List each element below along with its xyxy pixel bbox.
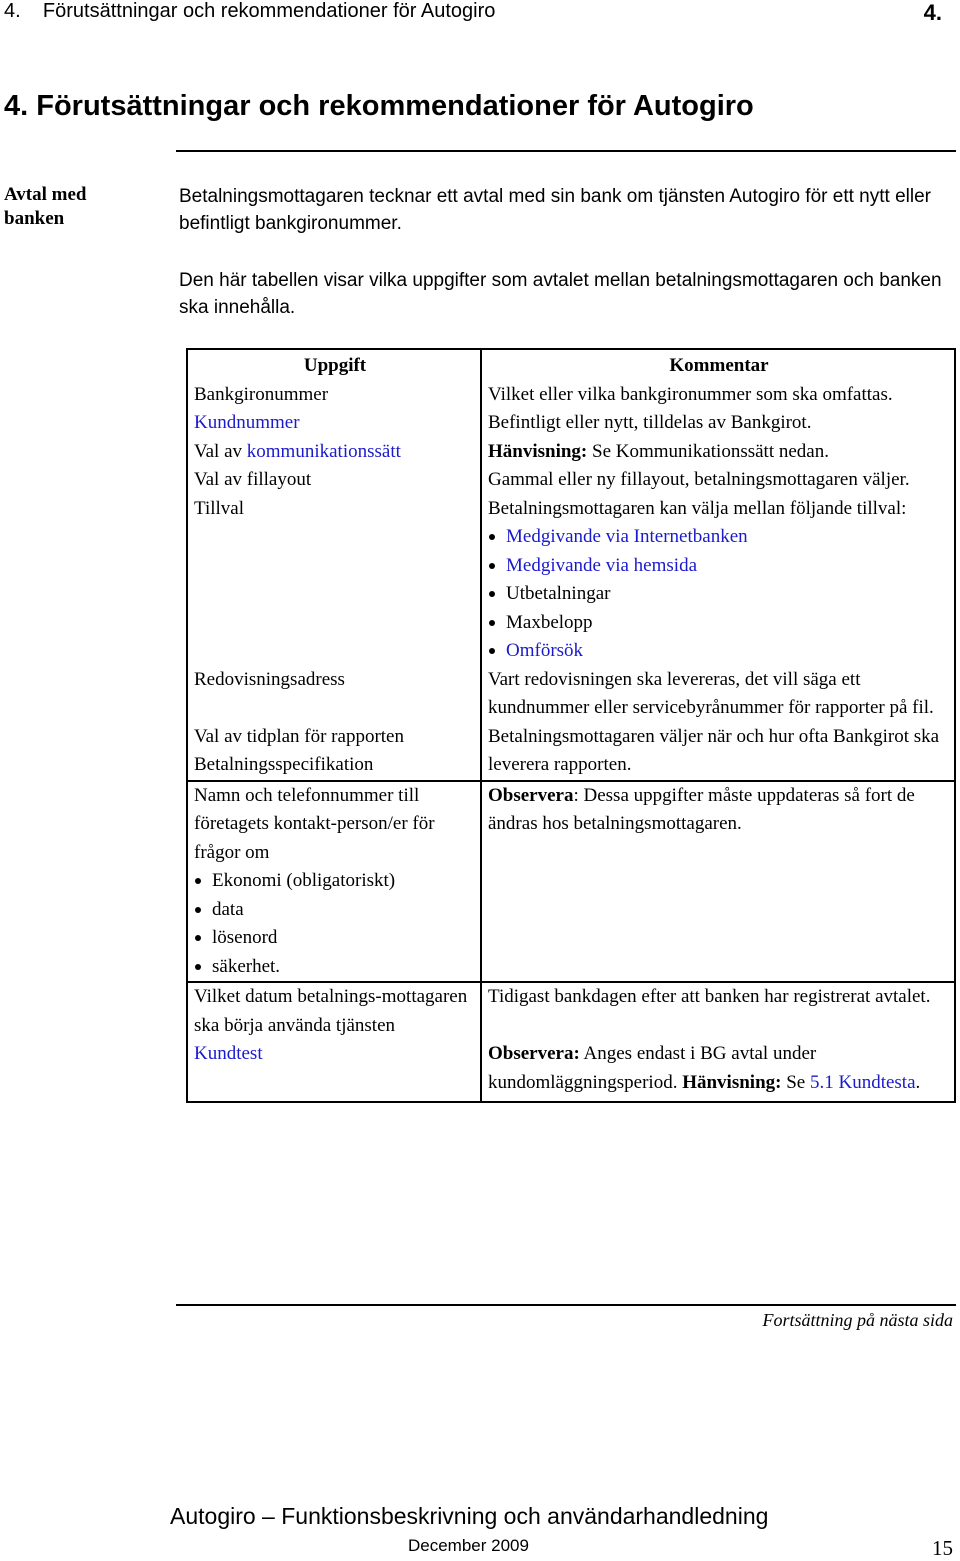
cell-text: . (915, 1071, 921, 1093)
cell-kommentar: Gammal eller ny fillayout, betalningsmottagaren väljer. (488, 469, 910, 490)
table-row (187, 381, 955, 410)
table-row (187, 495, 955, 666)
table-row (187, 982, 955, 1040)
cell-text: Namn och telefonnummer till företagets kontakt-person/er för frågor om (194, 784, 435, 863)
reference-label: Hänvisning: (682, 1071, 782, 1093)
option-medgivande-internetbanken-link[interactable]: Medgivande via Internetbanken (488, 523, 950, 552)
note-label: Observera (488, 784, 574, 806)
option-omforsok-link[interactable]: Omförsök (488, 637, 950, 666)
options-list (488, 523, 950, 666)
table-row (187, 466, 955, 495)
cell-text: Val av (194, 440, 243, 462)
option-utbetalningar: Utbetalningar (488, 580, 950, 609)
cell-text: : Dessa uppgifter måste uppdateras så fort de ändras hos betalningsmottagaren. (488, 784, 915, 834)
cell-kommentar: Befintligt eller nytt, tilldelas av Bankgirot. (488, 412, 812, 433)
list-item: Ekonomi (obligatoriskt) (194, 867, 476, 896)
table-row (187, 723, 955, 781)
kommunikationssatt-link[interactable]: kommunikationssätt (246, 440, 401, 462)
reference-label: Hänvisning: (488, 440, 588, 462)
column-header-kommentar: Kommentar (669, 355, 769, 376)
cell-text: Anges endast i BG avtal under kundomläggningsperiod. (488, 1043, 817, 1093)
contact-topics-list (194, 867, 476, 981)
intro-paragraph-2: Den här tabellen visar vilka uppgifter som avtalet mellan betalningsmottagaren och banken ska innehålla. (179, 270, 942, 318)
cell-uppgift: Tillval (187, 495, 481, 666)
cell-kommentar (481, 781, 955, 983)
cell-text: Se Kommunikationssätt nedan. (587, 440, 829, 462)
running-header-title: 4. Förutsättningar och rekommendationer för Autogiro (4, 0, 496, 22)
list-item: data (194, 896, 476, 925)
intro-paragraph-1: Betalningsmottagaren tecknar ett avtal med sin bank om tjänsten Autogiro för ett nytt eller befintligt bankgironummer. (179, 186, 931, 234)
cell-uppgift (187, 781, 481, 983)
table-row (187, 666, 955, 723)
table-row (187, 438, 955, 467)
option-maxbelopp: Maxbelopp (488, 609, 950, 638)
heading-rule (176, 150, 956, 152)
cell-uppgift (187, 438, 481, 467)
list-item: säkerhet. (194, 953, 476, 982)
kundtest-link[interactable]: Kundtest (194, 1043, 263, 1064)
continued-on-next-page: Fortsättning på nästa sida (762, 1310, 953, 1330)
agreement-contents-table (186, 348, 956, 1103)
cell-uppgift: Val av tidplan för rapporten Betalningsspecifikation (187, 723, 481, 781)
footer-date: December 2009 (408, 1536, 529, 1555)
cell-uppgift: Redovisningsadress (187, 666, 481, 723)
cell-text: Se (781, 1071, 810, 1093)
cell-kommentar (481, 438, 955, 467)
cell-kommentar: Vilket eller vilka bankgironummer som ska omfattas. (488, 383, 893, 405)
cell-kommentar (481, 495, 955, 666)
table-row (187, 1040, 955, 1102)
cell-kommentar: Vart redovisningen ska levereras, det vill säga ett kundnummer eller servicebyrånummer för rapporter på fil. (488, 668, 934, 718)
option-medgivande-hemsida-link[interactable]: Medgivande via hemsida (488, 552, 950, 581)
side-label: Avtal med banken (4, 184, 87, 229)
kundtesta-link[interactable]: 5.1 Kundtesta (809, 1071, 916, 1093)
cell-kommentar: Tidigast bankdagen efter att banken har registrerat avtalet. (481, 982, 955, 1040)
running-header-chapter-number: 4. (923, 0, 942, 25)
cell-kommentar: Betalningsmottagaren väljer när och hur ofta Bankgirot ska leverera rapporten. (488, 725, 940, 775)
cell-text: Betalningsmottagaren kan välja mellan följande tillval: (488, 497, 907, 519)
footer-rule (176, 1304, 956, 1306)
cell-uppgift: Vilket datum betalnings-mottagaren ska börja använda tjänsten (187, 982, 481, 1040)
cell-uppgift: Bankgironummer (187, 381, 481, 410)
footer-title: Autogiro – Funktionsbeskrivning och användarhandledning (170, 1503, 769, 1529)
kundnummer-link[interactable]: Kundnummer (194, 412, 300, 433)
page-number: 15 (932, 1536, 953, 1560)
chapter-heading: 4. Förutsättningar och rekommendationer för Autogiro (4, 90, 754, 122)
list-item: lösenord (194, 924, 476, 953)
cell-uppgift (187, 1040, 481, 1102)
cell-uppgift (187, 409, 481, 438)
note-label: Observera: (488, 1043, 580, 1064)
cell-uppgift: Val av fillayout (187, 466, 481, 495)
table-header-row (187, 349, 955, 381)
cell-kommentar (481, 1040, 955, 1102)
column-header-uppgift: Uppgift (187, 349, 481, 381)
table-row (187, 409, 955, 438)
table-row (187, 781, 955, 983)
